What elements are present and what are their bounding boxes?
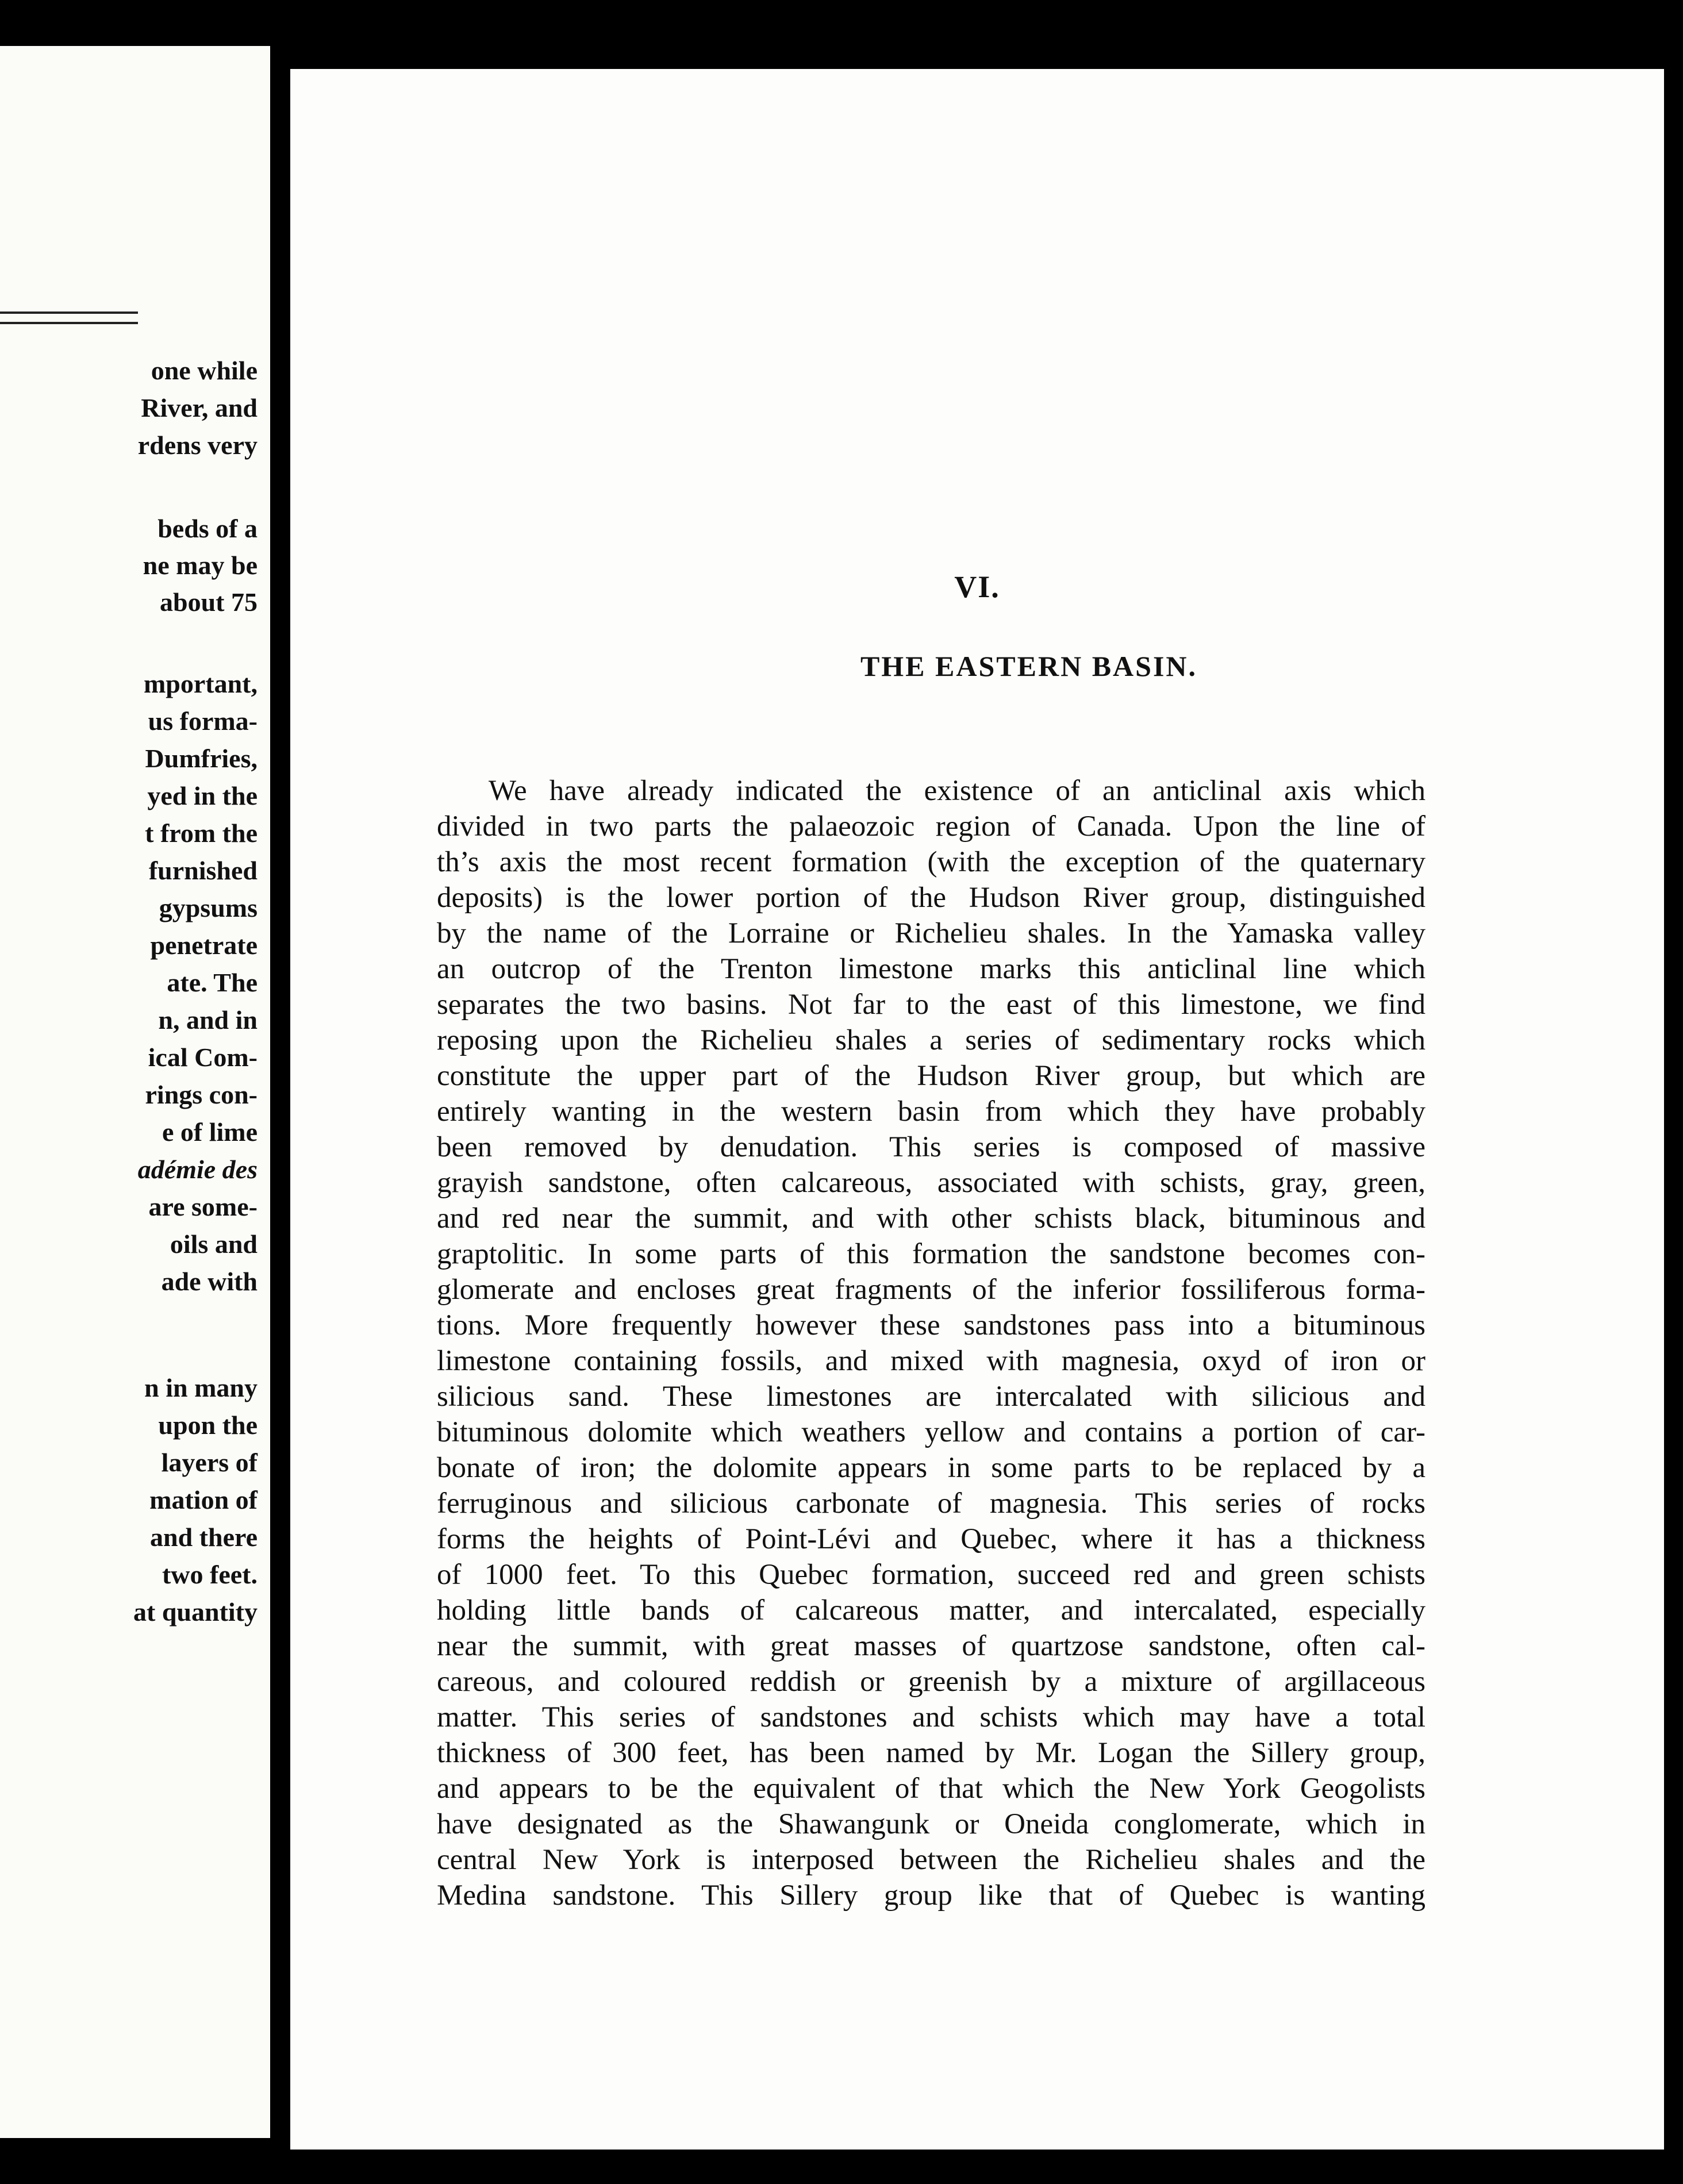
left-line: ade with: [161, 1267, 258, 1296]
text-line: thickness of 300 feet, has been named by Mr. Logan the Sillery group,: [437, 1737, 1425, 1769]
left-line: e of lime: [162, 1117, 258, 1147]
text-line: silicious sand. These limestones are intercalated with silicious and: [437, 1381, 1425, 1413]
text-line: grayish sandstone, often calcareous, associated with schists, gray, green,: [437, 1167, 1425, 1199]
text-line: an outcrop of the Trenton limestone marks this anticlinal line which: [437, 953, 1425, 985]
text-line: by the name of the Lorraine or Richelieu shales. In the Yamaska valley: [437, 917, 1425, 949]
left-line: ical Com-: [148, 1043, 258, 1072]
text-line: have designated as the Shawangunk or Oneida conglomerate, which in: [437, 1808, 1425, 1840]
text-line: deposits) is the lower portion of the Hudson River group, distinguished: [437, 882, 1425, 914]
text-line: forms the heights of Point-Lévi and Quebec, where it has a thickness: [437, 1523, 1425, 1555]
text-line: been removed by denudation. This series is composed of massive: [437, 1131, 1425, 1163]
left-line: ate. The: [167, 968, 258, 997]
text-line: of 1000 feet. To this Quebec formation, succeed red and green schists: [437, 1559, 1425, 1591]
text-line: limestone containing fossils, and mixed with magnesia, oxyd of iron or: [437, 1345, 1425, 1377]
text-line: entirely wanting in the western basin from which they have probably: [437, 1095, 1425, 1128]
text-line: ferruginous and silicious carbonate of magnesia. This series of rocks: [437, 1487, 1425, 1520]
left-line: River, and: [141, 393, 258, 422]
left-line: one while: [151, 356, 258, 385]
double-rule-divider: [0, 312, 138, 324]
left-facing-page: [0, 46, 270, 2138]
left-line: upon the: [158, 1410, 258, 1440]
text-line: careous, and coloured reddish or greenish by a mixture of argillaceous: [437, 1666, 1425, 1698]
text-line: Medina sandstone. This Sillery group like that of Quebec is wanting: [437, 1879, 1425, 1912]
right-page: [290, 69, 1664, 2150]
text-line: We have already indicated the existence of an anticlinal axis which: [489, 775, 1425, 807]
text-line: matter. This series of sandstones and schists which may have a total: [437, 1701, 1425, 1733]
left-line: mation of: [149, 1485, 258, 1514]
text-line: bituminous dolomite which weathers yellow and contains a portion of car-: [437, 1416, 1425, 1448]
left-line: ne may be: [143, 551, 258, 580]
left-line: beds of a: [157, 514, 258, 543]
left-line: mportant,: [143, 669, 258, 698]
left-line: us forma-: [148, 706, 258, 736]
text-line: separates the two basins. Not far to the east of this limestone, we find: [437, 989, 1425, 1021]
text-line: holding little bands of calcareous matter, and intercalated, especially: [437, 1594, 1425, 1627]
text-line: th’s axis the most recent formation (with the exception of the quaternary: [437, 846, 1425, 878]
left-line: t from the: [145, 818, 258, 848]
left-line: n, and in: [158, 1005, 258, 1035]
left-line: layers of: [161, 1448, 258, 1477]
text-line: bonate of iron; the dolomite appears in some parts to be replaced by a: [437, 1452, 1425, 1484]
left-line: furnished: [148, 856, 258, 885]
text-line: divided in two parts the palaeozoic region of Canada. Upon the line of: [437, 810, 1425, 843]
section-title: THE EASTERN BASIN.: [860, 650, 1198, 682]
left-line: oils and: [170, 1229, 258, 1259]
left-line: n in many: [144, 1373, 258, 1402]
left-line: and there: [150, 1522, 258, 1552]
left-line: two feet.: [162, 1560, 258, 1589]
left-line: rdens very: [137, 430, 258, 460]
left-line: at quantity: [133, 1597, 258, 1627]
left-line: Dumfries,: [145, 744, 258, 773]
left-line: adémie des: [137, 1155, 258, 1184]
text-line: graptolitic. In some parts of this formation the sandstone becomes con-: [437, 1238, 1425, 1270]
left-line: about 75: [160, 587, 258, 617]
text-line: tions. More frequently however these sandstones pass into a bituminous: [437, 1309, 1425, 1341]
text-line: glomerate and encloses great fragments of the inferior fossiliferous forma-: [437, 1274, 1425, 1306]
text-line: central New York is interposed between the Richelieu shales and the: [437, 1844, 1425, 1876]
text-line: near the summit, with great masses of quartzose sandstone, often cal-: [437, 1630, 1425, 1662]
section-number: VI.: [954, 570, 1000, 604]
left-line: penetrate: [150, 930, 258, 960]
text-line: and appears to be the equivalent of that which the New York Geogolists: [437, 1772, 1425, 1805]
text-line: constitute the upper part of the Hudson River group, but which are: [437, 1060, 1425, 1092]
left-line: gypsums: [159, 893, 258, 922]
text-line: reposing upon the Richelieu shales a series of sedimentary rocks which: [437, 1024, 1425, 1056]
left-line: are some-: [148, 1192, 258, 1221]
text-line: and red near the summit, and with other schists black, bituminous and: [437, 1202, 1425, 1235]
left-line: yed in the: [147, 781, 258, 810]
left-line: rings con-: [145, 1080, 258, 1109]
